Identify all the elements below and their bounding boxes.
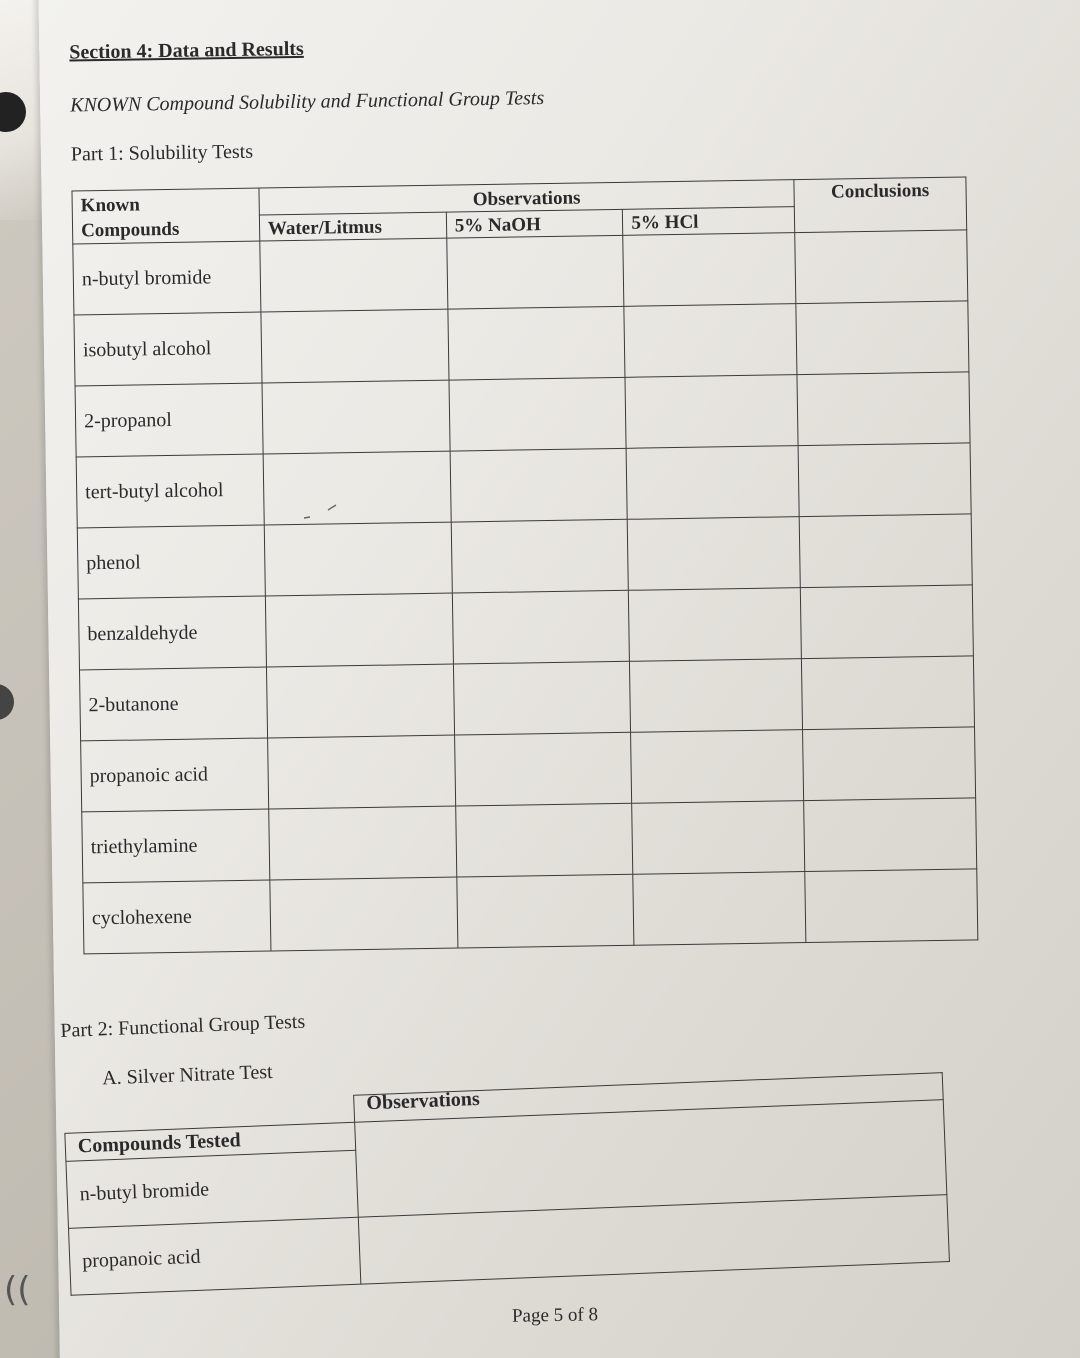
conclusions-header: Conclusions [794,177,967,233]
hcl-cell[interactable] [623,233,796,307]
part2-section [60,986,950,1296]
conclusion-cell[interactable] [800,585,973,659]
water-litmus-cell[interactable] [267,735,455,809]
hcl-cell[interactable] [632,801,805,875]
naoh-cell[interactable] [452,590,630,664]
hcl-cell[interactable] [631,730,804,804]
hcl-header: 5% HCl [623,206,795,235]
conclusion-cell[interactable] [805,869,978,943]
hcl-cell[interactable] [625,375,798,449]
water-litmus-cell[interactable] [264,522,452,596]
page-number: Page 5 of 8 [511,1304,599,1327]
known-label: Known [80,194,141,217]
naoh-cell[interactable] [453,661,631,735]
observations-label: Observations [366,1087,481,1115]
compound-name: propanoic acid [69,1217,361,1295]
table-row [83,869,978,954]
pencil-mark: (( [4,1270,31,1310]
part2-title: Part 2: Functional Group Tests [60,1010,306,1042]
water-litmus-cell[interactable] [260,238,448,312]
naoh-cell[interactable] [457,874,635,948]
compound-name: triethylamine [82,809,270,883]
solubility-table [71,176,978,954]
compound-name: phenol [77,525,265,599]
conclusion-cell[interactable] [795,230,968,304]
hcl-cell[interactable] [633,872,806,946]
naoh-cell[interactable] [449,377,627,451]
compound-name: cyclohexene [83,880,271,954]
known-compounds-header [72,188,260,244]
naoh-header: 5% NaOH [446,209,623,238]
section-title: Section 4: Data and Results [69,37,304,64]
compounds-label: Compounds [80,218,180,242]
conclusion-cell[interactable] [797,372,970,446]
hcl-cell[interactable] [630,659,803,733]
naoh-cell[interactable] [451,519,629,593]
naoh-cell[interactable] [446,235,624,309]
compound-name: n-butyl bromide [66,1150,358,1228]
water-litmus-cell[interactable] [261,309,449,383]
subtitle: KNOWN Compound Solubility and Functional Group Tests [69,87,545,117]
conclusion-cell[interactable] [796,301,969,375]
hcl-cell[interactable] [629,588,802,662]
conclusion-cell[interactable] [804,798,977,872]
water-litmus-cell[interactable] [265,593,453,667]
naoh-cell[interactable] [455,803,633,877]
part1-title: Part 1: Solubility Tests [70,140,254,166]
silver-nitrate-title: A. Silver Nitrate Test [101,1060,273,1090]
water-litmus-cell[interactable] [269,806,457,880]
conclusion-cell[interactable] [799,514,972,588]
compound-name: benzaldehyde [78,596,266,670]
hcl-cell[interactable] [627,446,800,520]
naoh-cell[interactable] [448,306,626,380]
compound-name: propanoic acid [81,738,269,812]
hcl-cell[interactable] [624,304,797,378]
compounds-tested-header: Compounds Tested [65,1122,356,1161]
compound-name: tert-butyl alcohol [76,454,264,528]
conclusion-cell[interactable] [798,443,971,517]
silver-nitrate-table [63,1072,950,1296]
naoh-cell[interactable] [450,448,628,522]
water-litmus-cell[interactable] [270,877,458,951]
compound-name: 2-propanol [75,383,263,457]
conclusion-cell[interactable] [803,727,976,801]
compound-name: n-butyl bromide [73,241,261,315]
pencil-tick-mark [298,502,338,522]
compound-name: isobutyl alcohol [74,312,262,386]
water-litmus-header: Water/Litmus [259,212,446,241]
hcl-cell[interactable] [628,517,801,591]
water-litmus-cell[interactable] [263,451,451,525]
compound-name: 2-butanone [79,667,267,741]
conclusion-cell[interactable] [802,656,975,730]
worksheet-content [69,27,1023,955]
water-litmus-cell[interactable] [266,664,454,738]
observations-header: Observations [259,180,795,215]
naoh-cell[interactable] [454,732,632,806]
binder-hole-middle [0,684,14,720]
water-litmus-cell[interactable] [262,380,450,454]
